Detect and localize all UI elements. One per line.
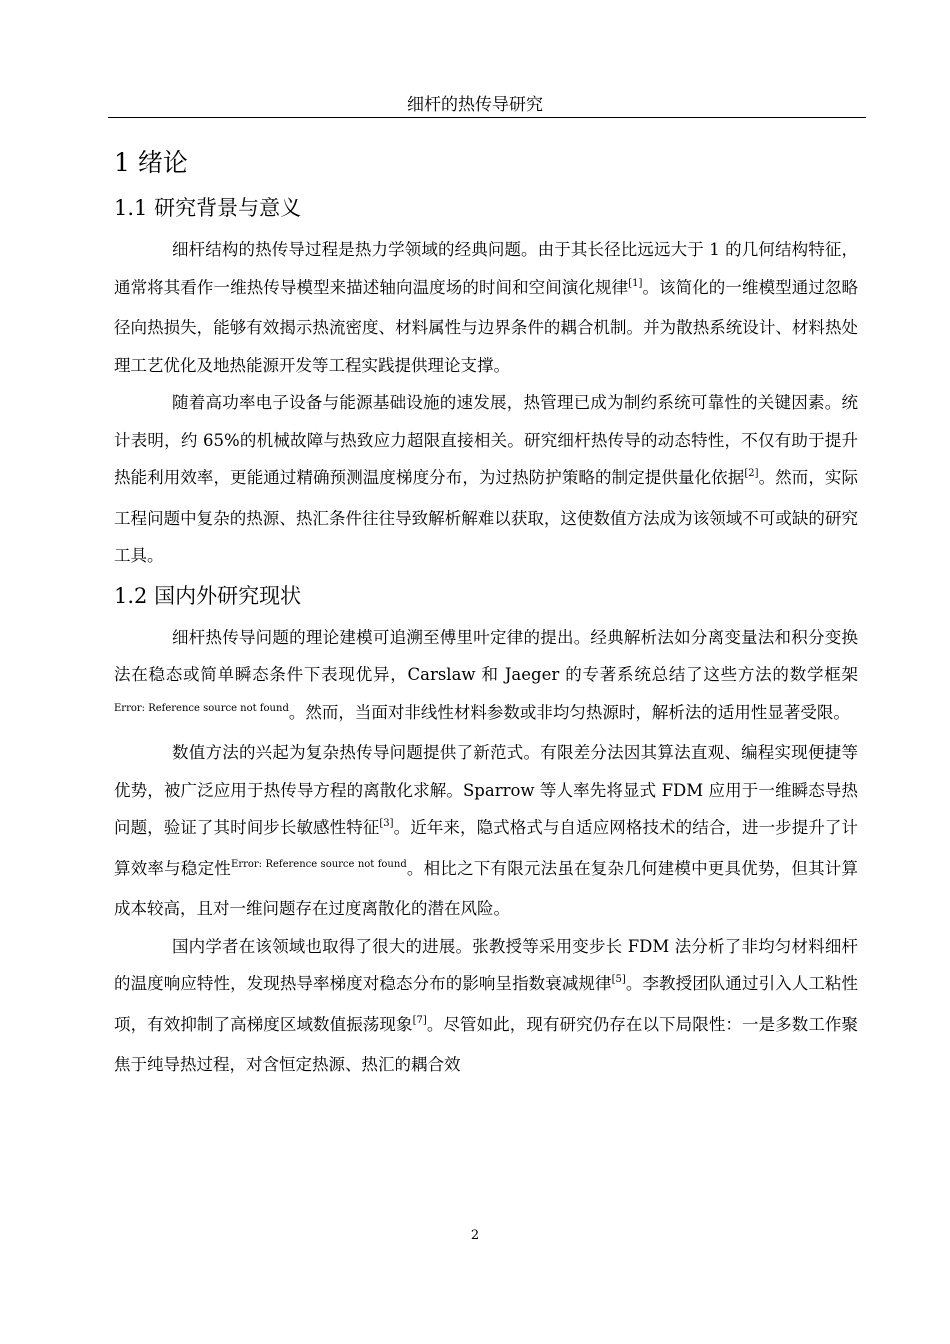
citation[interactable]: [1] (628, 277, 643, 289)
citation-error[interactable]: Error: Reference source not found (114, 702, 289, 714)
paragraph-text: 。近年来，隐式格式与自适应网格技术的结合，进一步提升了计算效率与稳定性 (114, 818, 859, 878)
header-divider (108, 117, 866, 118)
paragraph (114, 734, 858, 928)
paragraph-text: 。该简化的一维模型通过忽略径向热损失，能够有效揭示热流密度、材料属性与边界条件的耦合机制。并为散热系统设计、材料热处理工艺优化及地热能源开发等工程实践提供理论支撑。 (114, 277, 859, 375)
paragraph-text: 数值方法的兴起为复杂热传导问题提供了新范式。有限差分法因其算法直观、编程实现便捷等优势，被广泛应用于热传导方程的离散化求解。Sparrow 等人率先将显式 FDM 应用于一维瞬态导热问题，验证了其时间步长敏感性特征 (114, 743, 858, 837)
paragraph (114, 619, 858, 735)
citation[interactable]: [2] (744, 468, 759, 479)
section-title-research-status: 1.2 国内外研究现状 (114, 583, 302, 608)
section-title-background: 1.1 研究背景与意义 (114, 196, 302, 220)
paragraph-text: 。然而，实际工程问题中复杂的热源、热汇条件往往导致解析解难以获取，这使数值方法成为该领域不可或缺的研究工具。 (114, 468, 859, 565)
paragraph (114, 384, 858, 575)
paragraph (114, 231, 858, 384)
paragraph-text: 。然而，当面对非线性材料参数或非均匀热源时，解析法的适用性显著受限。 (288, 702, 850, 722)
running-header: 细杆的热传导研究 (407, 95, 543, 115)
paragraph-text: 。李教授团队通过引入人工粘性项，有效抑制了高梯度区域数值振荡现象 (114, 974, 859, 1034)
citation[interactable]: [5] (611, 974, 626, 985)
paragraph-text: 。尽管如此，现有研究仍存在以下局限性：一是多数工作聚焦于纯导热过程，对含恒定热源、热汇的耦合效 (114, 1014, 859, 1074)
paragraph-text: 细杆热传导问题的理论建模可追溯至傅里叶定律的提出。经典解析法如分离变量法和积分变换法在稳态或简单瞬态条件下表现优异，Carslaw 和 Jaeger 的专著系统总结了这些方法的数学框架 (114, 627, 858, 684)
chapter-title: 1 绪论 (114, 148, 188, 177)
paragraph-text: 。相比之下有限元法虽在复杂几何建模中更具优势，但其计算成本较高，且对一维问题存在过度离散化的潜在风险。 (114, 858, 859, 918)
citation[interactable]: [3] (379, 818, 394, 829)
paragraph (114, 928, 858, 1084)
page-number: 2 (470, 1228, 480, 1243)
citation[interactable]: [7] (412, 1014, 427, 1026)
paragraph-text: 细杆结构的热传导过程是热力学领域的经典问题。由于其长径比远远大于 1 的几何结构特征，通常将其看作一维热传导模型来描述轴向温度场的时间和空间演化规律 (114, 240, 858, 297)
citation-error[interactable]: Error: Reference source not found (231, 858, 407, 870)
body-content (114, 145, 858, 1084)
paragraph-text: 随着高功率电子设备与能源基础设施的速发展，热管理已成为制约系统可靠性的关键因素。统计表明，约 65%的机械故障与热致应力超限直接相关。研究细杆热传导的动态特性，不仅有助于提升热能利用效率，更能通过精确预测温度梯度分布，为过热防护策略的制定提供量化依据 (114, 393, 858, 487)
paragraph-text: 国内学者在该领域也取得了很大的进展。张教授等采用变步长 FDM 法分析了非均匀材料细杆的温度响应特性，发现热导率梯度对稳态分布的影响呈指数衰减规律 (114, 936, 858, 993)
